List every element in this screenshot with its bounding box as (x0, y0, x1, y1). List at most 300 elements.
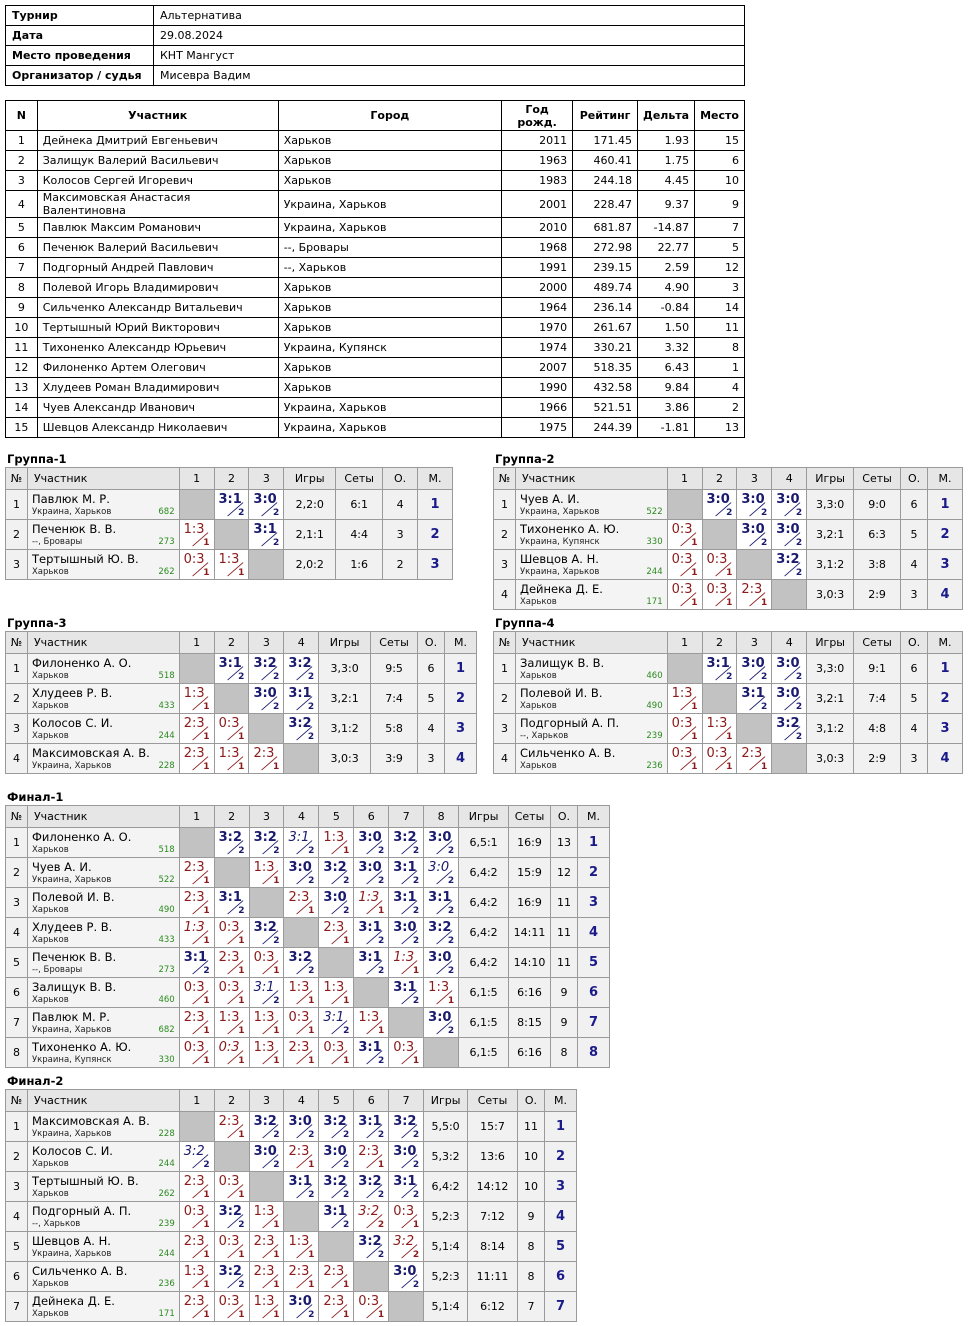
match-score: 1:3 (288, 1234, 310, 1249)
match-result (214, 1292, 249, 1322)
participants-header: Год рожд. (502, 101, 573, 131)
group-table (5, 1089, 577, 1322)
participant-row (6, 418, 745, 438)
match-result (214, 550, 249, 580)
player-points: 5 (901, 684, 928, 714)
match-points: 1 (203, 702, 210, 712)
player-rating: 460 (158, 995, 175, 1005)
match-points: 2 (412, 936, 420, 946)
col-place: М. (418, 468, 453, 490)
col-points: О. (383, 468, 418, 490)
player-place: 1 (544, 1112, 576, 1142)
col-opponent: 4 (284, 1090, 319, 1112)
match-score: 2:3 (183, 1174, 205, 1189)
player-meta (32, 1278, 175, 1290)
player-cell (515, 580, 667, 610)
match-result (389, 828, 424, 858)
match-points: 2 (273, 508, 280, 518)
player-meta (32, 730, 175, 742)
match-score: 0:3 (218, 920, 240, 935)
player-rating: 490 (646, 701, 663, 711)
match-result (179, 1292, 214, 1322)
row-number: 7 (6, 1292, 28, 1322)
match-result (249, 654, 284, 684)
player-rating: 244 (158, 1249, 175, 1259)
participant-row (6, 131, 745, 151)
participant-cell: 11 (695, 318, 745, 338)
match-points: 2 (795, 732, 803, 742)
player-games: 6,1:5 (459, 1038, 509, 1068)
player-city: Харьков (31, 1279, 69, 1289)
self-cell (667, 490, 702, 520)
match-result (284, 1172, 319, 1202)
match-score: 2:3 (288, 1264, 310, 1279)
player-games: 5,5:0 (424, 1112, 468, 1142)
match-points: 2 (308, 1130, 315, 1140)
self-cell (389, 1292, 424, 1322)
participant-cell: Харьков (278, 131, 501, 151)
match-score: 3:1 (393, 980, 417, 995)
player-city: Украина, Харьков (519, 507, 600, 517)
participant-cell: 239.15 (573, 258, 638, 278)
player-meta (520, 700, 663, 712)
match-points: 1 (203, 732, 210, 742)
col-num: № (494, 632, 516, 654)
match-score: 1:3 (393, 950, 415, 965)
participants-header: Участник (37, 101, 278, 131)
player-games: 3,1:2 (319, 714, 371, 744)
match-result (214, 918, 249, 948)
group-header-row (6, 468, 453, 490)
participant-cell: 6 (695, 151, 745, 171)
match-result (249, 744, 284, 774)
participant-cell: 13 (6, 378, 38, 398)
match-result (424, 978, 459, 1008)
group-row (6, 858, 610, 888)
player-points: 11 (551, 888, 578, 918)
match-result (389, 918, 424, 948)
player-city: Харьков (31, 1309, 69, 1319)
participants-header: Рейтинг (573, 101, 638, 131)
col-points: О. (901, 632, 928, 654)
self-cell (214, 1142, 249, 1172)
match-score: 0:3 (218, 980, 240, 995)
participant-cell: Украина, Купянск (278, 338, 501, 358)
player-cell (515, 550, 667, 580)
col-player: Участник (515, 468, 667, 490)
player-city: Украина, Купянск (519, 537, 600, 547)
match-points: 2 (795, 568, 803, 578)
participant-cell: 1968 (502, 238, 573, 258)
player-cell (27, 1038, 179, 1068)
player-points: 8 (517, 1262, 544, 1292)
player-games: 6,1:5 (459, 978, 509, 1008)
player-cell (27, 490, 179, 520)
match-result (354, 828, 389, 858)
match-result (214, 490, 249, 520)
player-rating: 239 (646, 731, 663, 741)
group-title: Группа-4 (495, 616, 555, 630)
match-score: 1:3 (358, 890, 380, 905)
match-score: 3:1 (358, 1114, 382, 1129)
match-result (214, 1008, 249, 1038)
match-result (772, 654, 807, 684)
match-score: 3:0 (358, 830, 382, 845)
info-value: КНТ Мангуст (154, 46, 745, 66)
participant-cell: 15 (695, 131, 745, 151)
match-result (389, 948, 424, 978)
match-result (667, 550, 702, 580)
match-result (737, 490, 772, 520)
col-player: Участник (27, 806, 179, 828)
participant-cell: 6 (6, 238, 38, 258)
match-result (354, 1038, 389, 1068)
participant-cell: 4 (695, 378, 745, 398)
player-city: Харьков (31, 567, 69, 577)
row-number: 3 (494, 550, 516, 580)
player-rating: 239 (158, 1219, 175, 1229)
match-result (319, 858, 354, 888)
match-points: 2 (238, 846, 245, 856)
player-sets: 7:12 (468, 1202, 518, 1232)
player-cell (27, 714, 179, 744)
match-score: 0:3 (671, 716, 693, 731)
match-points: 1 (308, 996, 315, 1006)
match-score: 1:3 (323, 980, 345, 995)
participant-cell: 4 (6, 191, 38, 218)
self-cell (772, 744, 807, 774)
match-score: 0:3 (358, 1294, 380, 1309)
match-points: 1 (203, 1026, 210, 1036)
participant-cell: 432.58 (573, 378, 638, 398)
player-name: Шевцов А. Н. (31, 1234, 111, 1248)
group-table (493, 467, 963, 610)
player-city: Украина, Харьков (31, 1249, 112, 1259)
participant-row (6, 358, 745, 378)
player-points: 10 (517, 1142, 544, 1172)
self-cell (284, 1202, 319, 1232)
match-result (354, 948, 389, 978)
row-number: 5 (6, 1232, 28, 1262)
match-points: 2 (377, 1056, 385, 1066)
participant-cell: Колосов Сергей Игоревич (37, 171, 278, 191)
player-meta (32, 506, 175, 518)
col-opponent: 8 (424, 806, 459, 828)
player-city: Харьков (31, 995, 69, 1005)
match-points: 1 (343, 846, 350, 856)
group-row (6, 1262, 577, 1292)
match-points: 2 (238, 672, 245, 682)
player-meta (520, 760, 663, 772)
player-cell (27, 550, 179, 580)
match-result (284, 1232, 319, 1262)
player-points: 3 (383, 520, 418, 550)
info-label: Место проведения (6, 46, 154, 66)
participant-cell: Украина, Харьков (278, 191, 501, 218)
participant-cell: 236.14 (573, 298, 638, 318)
participant-cell: 22.77 (638, 238, 695, 258)
participant-cell: 5 (695, 238, 745, 258)
match-result (249, 948, 284, 978)
player-rating: 330 (646, 537, 663, 547)
group-row (6, 684, 477, 714)
match-points: 2 (307, 672, 315, 682)
match-points: 1 (343, 996, 350, 1006)
player-cell (515, 520, 667, 550)
player-rating: 273 (158, 965, 175, 975)
match-result (179, 918, 214, 948)
match-points: 1 (377, 1026, 385, 1036)
match-score: 3:0 (776, 492, 800, 507)
player-cell (27, 1232, 179, 1262)
group-row (6, 1038, 610, 1068)
col-opponent: 3 (249, 632, 284, 654)
row-number: 6 (6, 1262, 28, 1292)
info-value: Мисевра Вадим (154, 66, 745, 86)
match-result (249, 1112, 284, 1142)
match-score: 3:1 (288, 1174, 312, 1189)
player-sets: 16:9 (509, 828, 551, 858)
player-rating: 244 (646, 567, 663, 577)
participant-cell: 330.21 (573, 338, 638, 358)
group-table (5, 805, 610, 1068)
participant-cell: Чуев Александр Иванович (37, 398, 278, 418)
match-points: 2 (412, 996, 420, 1006)
player-meta (520, 536, 663, 548)
player-points: 13 (551, 828, 578, 858)
match-points: 2 (726, 508, 733, 518)
match-result (249, 1232, 284, 1262)
player-meta (32, 1024, 175, 1036)
match-result (284, 1142, 319, 1172)
participant-cell: -14.87 (638, 218, 695, 238)
match-score: 3:1 (323, 1204, 347, 1219)
match-score: 1:3 (323, 830, 345, 845)
match-score: 1:3 (183, 522, 205, 537)
match-score: 2:3 (183, 860, 205, 875)
match-points: 1 (203, 1310, 210, 1320)
match-result (214, 978, 249, 1008)
player-place: 1 (444, 654, 476, 684)
match-score: 3:0 (393, 1144, 417, 1159)
match-points: 1 (203, 1220, 210, 1230)
match-points: 1 (343, 936, 350, 946)
player-cell (27, 858, 179, 888)
player-cell (27, 520, 179, 550)
participant-cell: 1991 (502, 258, 573, 278)
player-points: 5 (418, 684, 445, 714)
player-meta (32, 1188, 175, 1200)
match-score: 3:2 (393, 830, 417, 845)
match-points: 1 (308, 1026, 315, 1036)
player-cell (27, 918, 179, 948)
match-score: 0:3 (183, 1204, 205, 1219)
col-opponent: 2 (214, 1090, 249, 1112)
match-score: 3:1 (741, 686, 765, 701)
match-score: 0:3 (393, 1040, 415, 1055)
match-points: 1 (238, 1250, 245, 1260)
match-score: 1:3 (183, 920, 205, 935)
player-cell (27, 888, 179, 918)
player-name: Хлудеев Р. В. (31, 920, 113, 934)
match-result (284, 654, 319, 684)
match-result (319, 828, 354, 858)
participant-row (6, 278, 745, 298)
col-opponent: 6 (354, 806, 389, 828)
player-sets: 13:6 (468, 1142, 518, 1172)
player-games: 6,4:2 (459, 858, 509, 888)
col-sets: Сеты (854, 468, 901, 490)
group-row (494, 714, 963, 744)
match-score: 3:0 (253, 1144, 277, 1159)
match-points: 1 (343, 1310, 350, 1320)
player-games: 5,2:3 (424, 1202, 468, 1232)
player-sets: 6:16 (509, 978, 551, 1008)
group-row (494, 520, 963, 550)
match-result (179, 1232, 214, 1262)
match-score: 0:3 (671, 522, 693, 537)
match-result (249, 1202, 284, 1232)
player-meta (32, 844, 175, 856)
group-header-row (494, 632, 963, 654)
player-rating: 244 (158, 731, 175, 741)
group-row (6, 1112, 577, 1142)
player-name: Павлюк М. Р. (31, 492, 110, 506)
participants-header: Место (695, 101, 745, 131)
player-rating: 490 (158, 905, 175, 915)
match-result (424, 1008, 459, 1038)
match-result (179, 948, 214, 978)
player-meta (520, 730, 663, 742)
player-games: 3,2:1 (807, 520, 854, 550)
participant-cell: 272.98 (573, 238, 638, 258)
match-points: 2 (308, 1310, 315, 1320)
player-games: 5,1:4 (424, 1232, 468, 1262)
match-points: 2 (761, 702, 768, 712)
col-games: Игры (319, 632, 371, 654)
participant-cell: 521.51 (573, 398, 638, 418)
match-points: 2 (795, 538, 803, 548)
player-city: Харьков (519, 597, 557, 607)
player-meta (32, 994, 175, 1006)
player-cell (515, 714, 667, 744)
match-score: 2:3 (183, 1294, 205, 1309)
player-name: Сильченко А. В. (519, 746, 616, 760)
match-points: 1 (343, 1280, 350, 1290)
player-sets: 3:9 (371, 744, 418, 774)
match-result (667, 520, 702, 550)
player-cell (27, 1292, 179, 1322)
self-cell (179, 1112, 214, 1142)
self-cell (772, 580, 807, 610)
match-score: 3:0 (393, 1264, 417, 1279)
player-city: --, Харьков (519, 731, 569, 741)
match-points: 1 (203, 906, 210, 916)
match-score: 1:3 (253, 1040, 275, 1055)
col-games: Игры (284, 468, 336, 490)
group-row (6, 1008, 610, 1038)
player-name: Колосов С. И. (31, 716, 113, 730)
col-sets: Сеты (509, 806, 551, 828)
match-result (667, 744, 702, 774)
match-result (702, 550, 737, 580)
match-result (424, 918, 459, 948)
match-points: 1 (273, 1220, 280, 1230)
participant-cell: 3 (695, 278, 745, 298)
match-score: 1:3 (183, 1264, 205, 1279)
match-points: 1 (273, 762, 280, 772)
participant-cell: 2011 (502, 131, 573, 151)
match-result (737, 684, 772, 714)
row-number: 3 (494, 714, 516, 744)
match-score: 3:0 (288, 1294, 312, 1309)
group-row (6, 744, 477, 774)
match-score: 0:3 (218, 1234, 240, 1249)
match-points: 2 (726, 672, 733, 682)
match-points: 1 (238, 996, 245, 1006)
match-points: 2 (412, 876, 420, 886)
player-sets: 4:8 (854, 714, 901, 744)
player-cell (27, 1262, 179, 1292)
participant-cell: 12 (695, 258, 745, 278)
match-points: 2 (447, 876, 455, 886)
match-result (179, 1202, 214, 1232)
participant-cell: Харьков (278, 318, 501, 338)
player-points: 6 (901, 490, 928, 520)
match-points: 2 (377, 1190, 385, 1200)
match-score: 3:1 (428, 890, 452, 905)
match-result (772, 714, 807, 744)
match-points: 1 (203, 996, 210, 1006)
info-label: Организатор / судья (6, 66, 154, 86)
row-number: 1 (6, 1112, 28, 1142)
match-score: 3:1 (288, 830, 310, 845)
match-result (354, 1232, 389, 1262)
match-result (702, 654, 737, 684)
match-points: 1 (343, 1056, 350, 1066)
player-games: 3,3:0 (807, 654, 854, 684)
row-number: 1 (6, 490, 28, 520)
match-result (424, 948, 459, 978)
self-cell (249, 1172, 284, 1202)
player-cell (27, 828, 179, 858)
player-games: 6,5:1 (459, 828, 509, 858)
match-score: 3:1 (393, 860, 417, 875)
match-points: 1 (691, 568, 698, 578)
row-number: 2 (6, 858, 28, 888)
participant-cell: 1974 (502, 338, 573, 358)
match-result (284, 1292, 319, 1322)
player-name: Дейнека Д. Е. (519, 582, 603, 596)
col-points: О. (418, 632, 445, 654)
match-score: 3:2 (358, 1174, 382, 1189)
match-score: 0:3 (183, 552, 205, 567)
player-points: 11 (517, 1112, 544, 1142)
match-points: 2 (447, 906, 455, 916)
match-points: 1 (761, 598, 768, 608)
match-points: 2 (412, 1280, 420, 1290)
player-rating: 171 (158, 1309, 175, 1319)
participant-cell: 171.45 (573, 131, 638, 151)
col-opponent: 4 (772, 468, 807, 490)
player-name: Печенюк В. В. (31, 950, 117, 964)
group-row (6, 654, 477, 684)
player-name: Сильченко А. В. (31, 1264, 128, 1278)
match-points: 2 (308, 966, 315, 976)
match-result (214, 948, 249, 978)
participant-cell: 681.87 (573, 218, 638, 238)
player-meta (32, 1158, 175, 1170)
